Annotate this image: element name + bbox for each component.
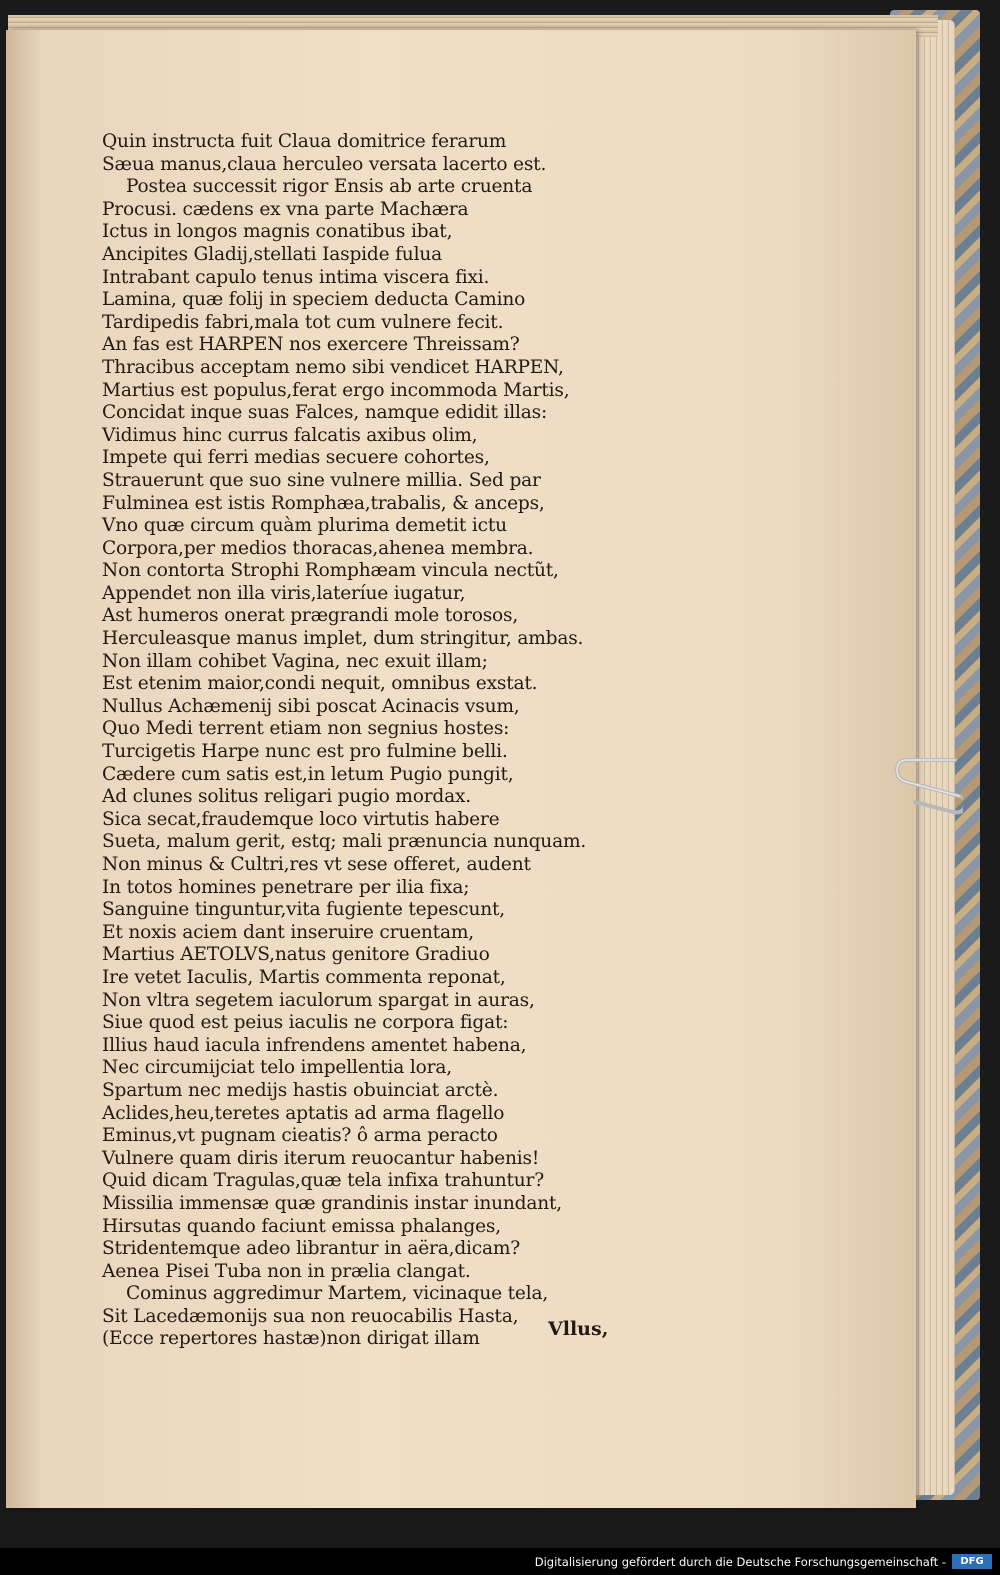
text-line: Procusi. cædens ex vna parte Machæra (102, 198, 469, 220)
text-line: Lamina, quæ folij in speciem deducta Camino (102, 289, 526, 311)
text-line: An fas est HARPEN nos exercere Threissam? (102, 334, 520, 356)
text-line: Quid dicam Tragulas,quæ tela infixa trahuntur? (102, 1170, 544, 1192)
text-line: Strauerunt que suo sine vulnere millia. Sed par (102, 469, 541, 491)
text-line: Nullus Achæmenij sibi poscat Acinacis vsum, (102, 695, 520, 717)
text-line: Impete qui ferri medias secuere cohortes, (102, 447, 490, 469)
text-line: Spartum nec medijs hastis obuinciat arctè. (102, 1079, 499, 1101)
text-line: Cædere cum satis est,in letum Pugio pungit, (102, 763, 514, 785)
text-line: Est etenim maior,condi nequit, omnibus exstat. (102, 673, 538, 695)
text-line: Appendet non illa viris,lateríue iugatur, (102, 582, 466, 604)
text-line: Ast humeros onerat prægrandi mole torosos, (102, 605, 519, 627)
text-line: Martius est populus,ferat ergo incommoda Martis, (102, 379, 570, 401)
text-line: Tardipedis fabri,mala tot cum vulnere fecit. (102, 311, 504, 333)
funding-notice: Digitalisierung gefördert durch die Deutsche Forschungsgemeinschaft - (534, 1555, 946, 1569)
text-line: Nec circumijciat telo impellentia lora, (102, 1057, 452, 1079)
text-line: Non illam cohibet Vagina, nec exuit illam; (102, 650, 488, 672)
text-line: Non contorta Strophi Romphæam vincula nectũt, (102, 560, 559, 582)
text-line: In totos homines penetrare per ilia fixa; (102, 876, 470, 898)
text-line: Sica secat,fraudemque loco virtutis habere (102, 808, 500, 830)
text-line: Ad clunes solitus religari pugio mordax. (102, 786, 471, 808)
text-line: Quo Medi terrent etiam non segnius hostes: (102, 718, 510, 740)
text-line: Cominus aggredimur Martem, vicinaque tela, (126, 1283, 549, 1305)
poem-text (102, 131, 702, 1351)
text-line: (Ecce repertores hastæ)non dirigat illam (102, 1328, 480, 1350)
text-line: Aclides,heu,teretes aptatis ad arma flagello (102, 1102, 505, 1124)
text-line: Ire vetet Iaculis, Martis commenta reponat, (102, 966, 506, 988)
text-line: Hirsutas quando faciunt emissa phalanges, (102, 1215, 501, 1237)
text-line: Corpora,per medios thoracas,ahenea membra. (102, 537, 534, 559)
text-line: Postea successit rigor Ensis ab arte cruenta (126, 176, 533, 198)
text-line: Vulnere quam diris iterum reuocantur habenis! (102, 1147, 540, 1169)
text-line: Intrabant capulo tenus intima viscera fixi. (102, 266, 490, 288)
text-line: Concidat inque suas Falces, namque edidit illas: (102, 402, 548, 424)
text-line: Illius haud iacula infrendens amentet habena, (102, 1034, 527, 1056)
footer-bar (0, 1548, 1000, 1575)
text-line: Thracibus acceptam nemo sibi vendicet HARPEN, (102, 356, 564, 378)
text-line: Ictus in longos magnis conatibus ibat, (102, 221, 453, 243)
text-line: Sanguine tinguntur,vita fugiente tepescunt, (102, 899, 506, 921)
text-line: Vno quæ circum quàm plurima demetit ictu (102, 515, 507, 537)
text-line: Martius AETOLVS,natus genitore Gradiuo (102, 944, 490, 966)
text-line: Fulminea est istis Romphæa,trabalis, & anceps, (102, 492, 545, 514)
text-line: Herculeasque manus implet, dum stringitur, ambas. (102, 628, 584, 650)
text-line: Missilia immensæ quæ grandinis instar inundant, (102, 1192, 563, 1214)
text-line: Eminus,vt pugnam cieatis? ô arma peracto (102, 1125, 498, 1147)
dfg-logo: DFG (952, 1554, 992, 1569)
text-line: Sit Lacedæmonijs sua non reuocabilis Hasta, (102, 1305, 519, 1327)
text-line: Turcigetis Harpe nunc est pro fulmine belli. (102, 741, 508, 763)
text-line: Ancipites Gladij,stellati Iaspide fulua (102, 243, 442, 265)
paperclip-icon (893, 752, 963, 832)
text-line: Non minus & Cultri,res vt sese offeret, audent (102, 854, 531, 875)
text-line: Aenea Pisei Tuba non in prælia clangat. (102, 1260, 471, 1282)
text-line: Sueta, malum gerit, estq; mali prænuncia nunquam. (102, 831, 587, 853)
text-line: Quin instructa fuit Claua domitrice ferarum (102, 131, 507, 152)
text-line: Sæua manus,claua herculeo versata lacerto est. (102, 153, 547, 175)
text-line: Et noxis aciem dant inseruire cruentam, (102, 921, 474, 943)
text-line: Siue quod est peius iaculis ne corpora figat: (102, 1012, 509, 1034)
catchword: Vllus, (548, 1318, 609, 1340)
text-line: Non vltra segetem iaculorum spargat in auras, (102, 989, 535, 1011)
text-line: Vidimus hinc currus falcatis axibus olim, (102, 424, 478, 446)
text-line: Stridentemque adeo librantur in aëra,dicam? (102, 1238, 521, 1260)
